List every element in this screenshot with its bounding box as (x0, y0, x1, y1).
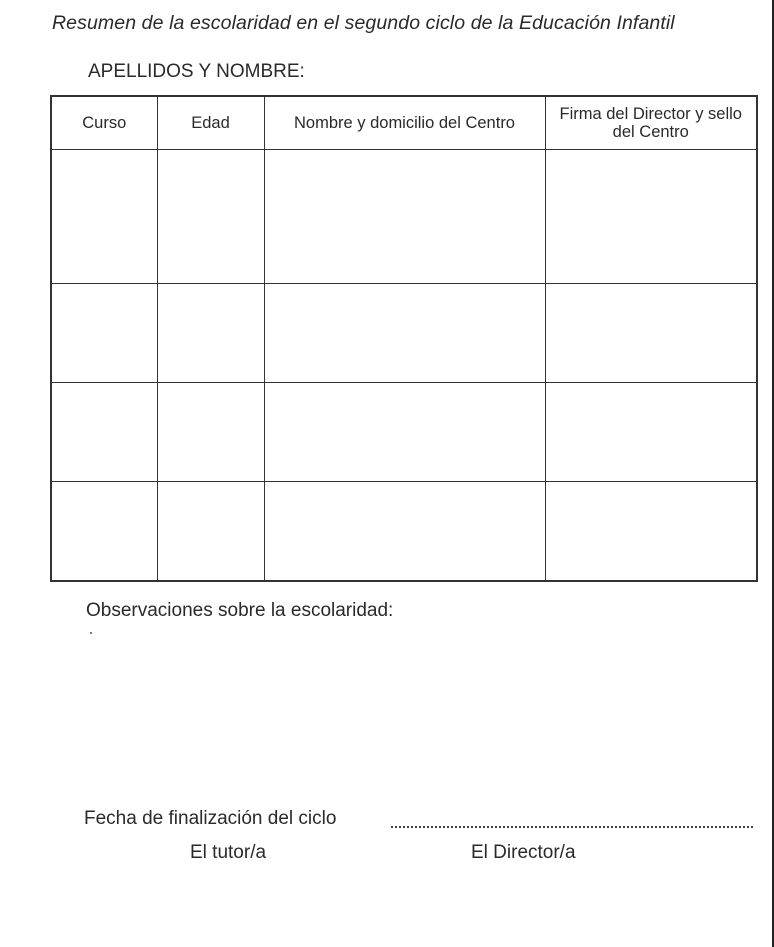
cell-edad[interactable] (157, 283, 264, 382)
cell-firma[interactable] (545, 382, 757, 481)
cell-centro[interactable] (264, 382, 545, 481)
table-row (51, 382, 757, 481)
cell-edad[interactable] (157, 149, 264, 283)
cell-firma[interactable] (545, 149, 757, 283)
observations-label: Observaciones sobre la escolaridad: (86, 600, 394, 621)
header-firma: Firma del Director y sello del Centro (545, 96, 757, 149)
page-title: Resumen de la escolaridad en el segundo ciclo de la Educación Infantil (52, 12, 675, 34)
cell-curso[interactable] (51, 382, 157, 481)
completion-date-label: Fecha de finalización del ciclo (84, 808, 337, 829)
director-signature-label: El Director/a (471, 842, 576, 863)
cell-curso[interactable] (51, 149, 157, 283)
cell-centro[interactable] (264, 149, 545, 283)
schooling-table (50, 95, 758, 582)
cell-firma[interactable] (545, 283, 757, 382)
header-curso: Curso (51, 96, 157, 149)
table-row (51, 283, 757, 382)
table-header-row (51, 96, 757, 149)
cell-firma[interactable] (545, 481, 757, 581)
cell-curso[interactable] (51, 481, 157, 581)
table-row (51, 481, 757, 581)
table-row (51, 149, 757, 283)
names-label: APELLIDOS Y NOMBRE: (88, 61, 305, 82)
cell-curso[interactable] (51, 283, 157, 382)
completion-date-field[interactable] (391, 826, 753, 828)
scan-speck (90, 632, 92, 634)
cell-centro[interactable] (264, 283, 545, 382)
tutor-signature-label: El tutor/a (190, 842, 267, 863)
cell-centro[interactable] (264, 481, 545, 581)
header-centro: Nombre y domicilio del Centro (264, 96, 545, 149)
cell-edad[interactable] (157, 481, 264, 581)
header-edad: Edad (157, 96, 264, 149)
cell-edad[interactable] (157, 382, 264, 481)
